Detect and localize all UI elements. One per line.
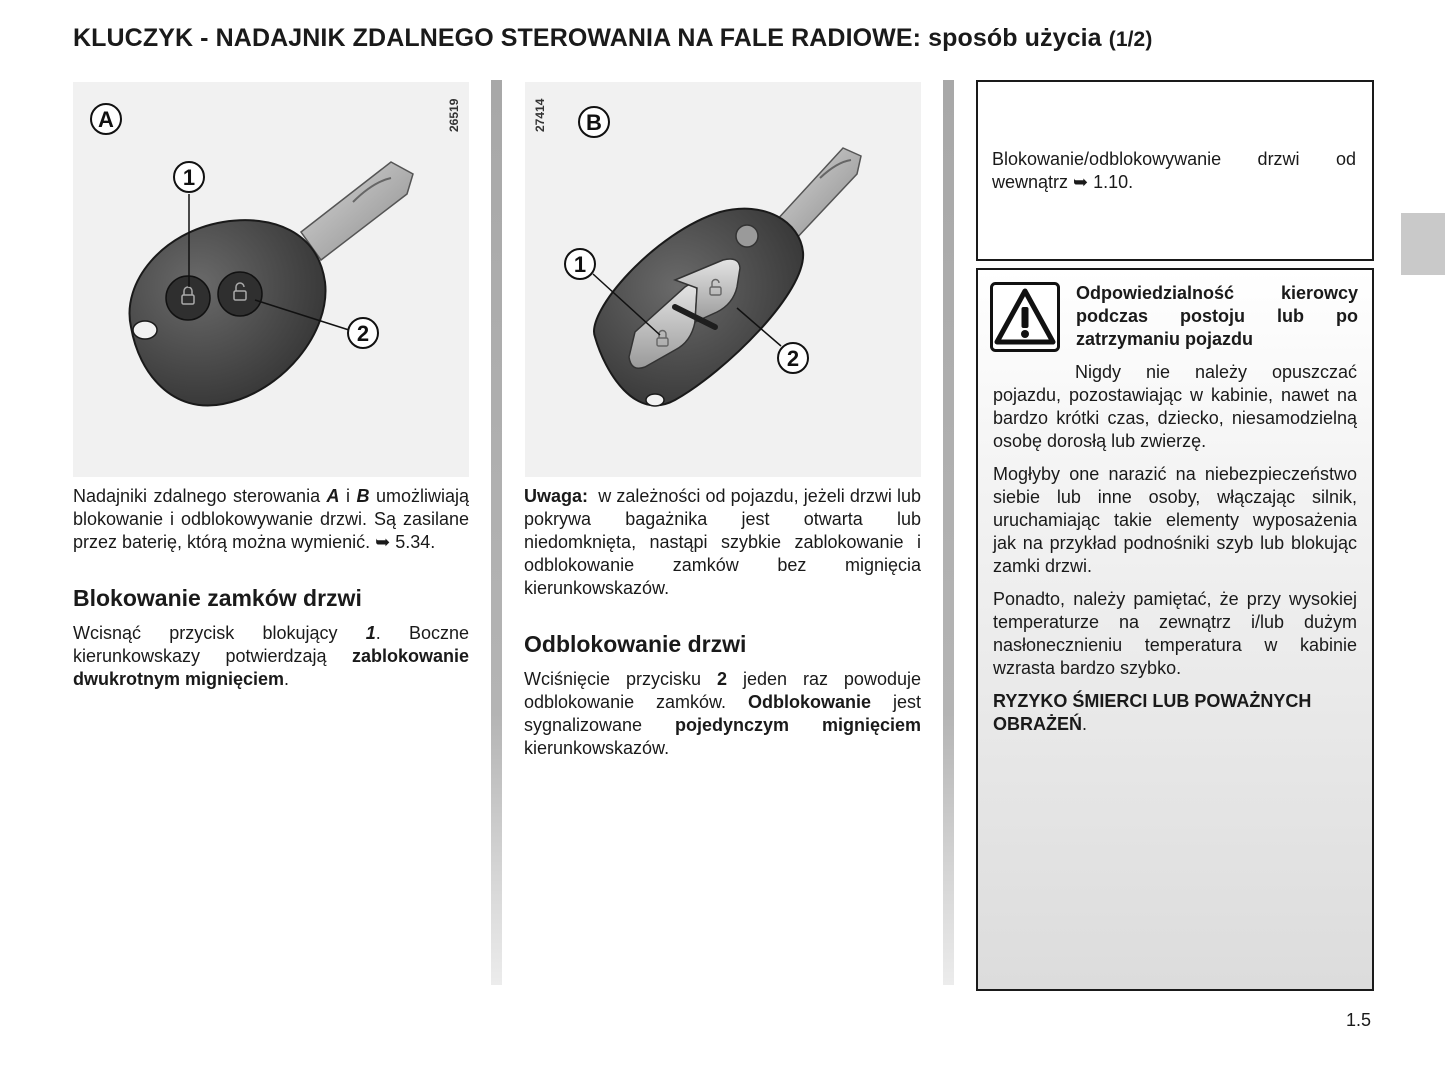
column-separator-left (491, 80, 502, 985)
key-remote-a-illustration (73, 82, 469, 477)
locking-paragraph: Wcisnąć przycisk blokujący 1. Boczne kierunkowskazy potwierdzają zablokowanie dwukrotnym mignięciem. (73, 623, 469, 689)
column-2-text (524, 485, 927, 760)
section-tab (1401, 213, 1445, 275)
callout-a-2: 2 (356, 321, 370, 346)
warning-paragraph-3: Ponadto, należy pamiętać, że przy wysokiej temperaturze na zewnątrz i/lub dużym nasłonecznieniu temperatura w kabinie wzrasta bardzo szybko. (993, 589, 1357, 678)
warning-box (976, 268, 1374, 991)
warning-paragraph-2: Mogłyby one narazić na niebezpieczeństwo siebie lub inne osoby, włączając silnik, uruchamiając takie elementy wyposażenia jak na przykład podnośniki szyb lub blokując zamki drzwi. (993, 464, 1357, 576)
callout-b-2: 2 (786, 346, 800, 371)
warning-body (993, 361, 1357, 746)
heading-unlocking: Odblokowanie drzwi (524, 631, 747, 657)
unlocking-paragraph: Wciśnięcie przycisku 2 jeden raz powoduje odblokowanie zamków. Odblokowanie jest sygnalizowane pojedynczym mignięciem kierunkowskazów. (524, 669, 921, 758)
page-number: 1.5 (1346, 1010, 1372, 1030)
column-separator-right (943, 80, 954, 985)
reference-arrow-icon: ➥ (375, 532, 391, 552)
note-paragraph: Uwaga: w zależności od pojazdu, jeżeli drzwi lub pokrywa bagażnika jest otwarta lub niedomknięta, nastąpi szybkie zablokowanie i odblokowanie zamków bez mignięcia kierunkowskazów. (524, 486, 927, 598)
warning-paragraph-1: Nigdy nie należy opuszczać pojazdu, pozostawiając w kabinie, nawet na bardzo krótki czas, dziecko, niesamodzielną osobę dorosłą lub zwierzę. (993, 362, 1357, 451)
figure-b-code: 27414 (533, 98, 547, 132)
interior-locking-text: Blokowanie/odblokowywanie drzwi od wewnątrz ➥ 1.10. (992, 149, 1356, 192)
heading-locking: Blokowanie zamków drzwi (73, 585, 362, 611)
figure-a-letter: A (98, 107, 114, 132)
figure-b (525, 82, 921, 477)
column-1-text (73, 485, 469, 691)
reference-arrow-icon: ➥ (1073, 172, 1089, 192)
figure-a (73, 82, 469, 477)
key-remote-b-illustration (525, 82, 921, 477)
warning-title: Odpowiedzialność kierowcy podczas postoju lub po zatrzymaniu pojazdu (1076, 283, 1358, 349)
callout-b-1: 1 (573, 252, 587, 277)
warning-triangle-icon (990, 282, 1060, 352)
intro-paragraph: Nadajniki zdalnego sterowania A i B umożliwiają blokowanie i odblokowywanie drzwi. Są zasilane przez baterię, którą można wymienić. ➥ 5.34. (73, 486, 469, 552)
figure-a-code: 26519 (447, 98, 461, 132)
figure-b-letter: B (586, 110, 602, 135)
page-title: KLUCZYK - NADAJNIK ZDALNEGO STEROWANIA NA FALE RADIOWE: sposób użycia (1/2) (73, 24, 1153, 52)
interior-locking-box (976, 80, 1374, 261)
warning-paragraph-4: RYZYKO ŚMIERCI LUB POWAŻNYCH OBRAŻEŃ. (993, 691, 1312, 734)
callout-a-1: 1 (182, 165, 196, 190)
